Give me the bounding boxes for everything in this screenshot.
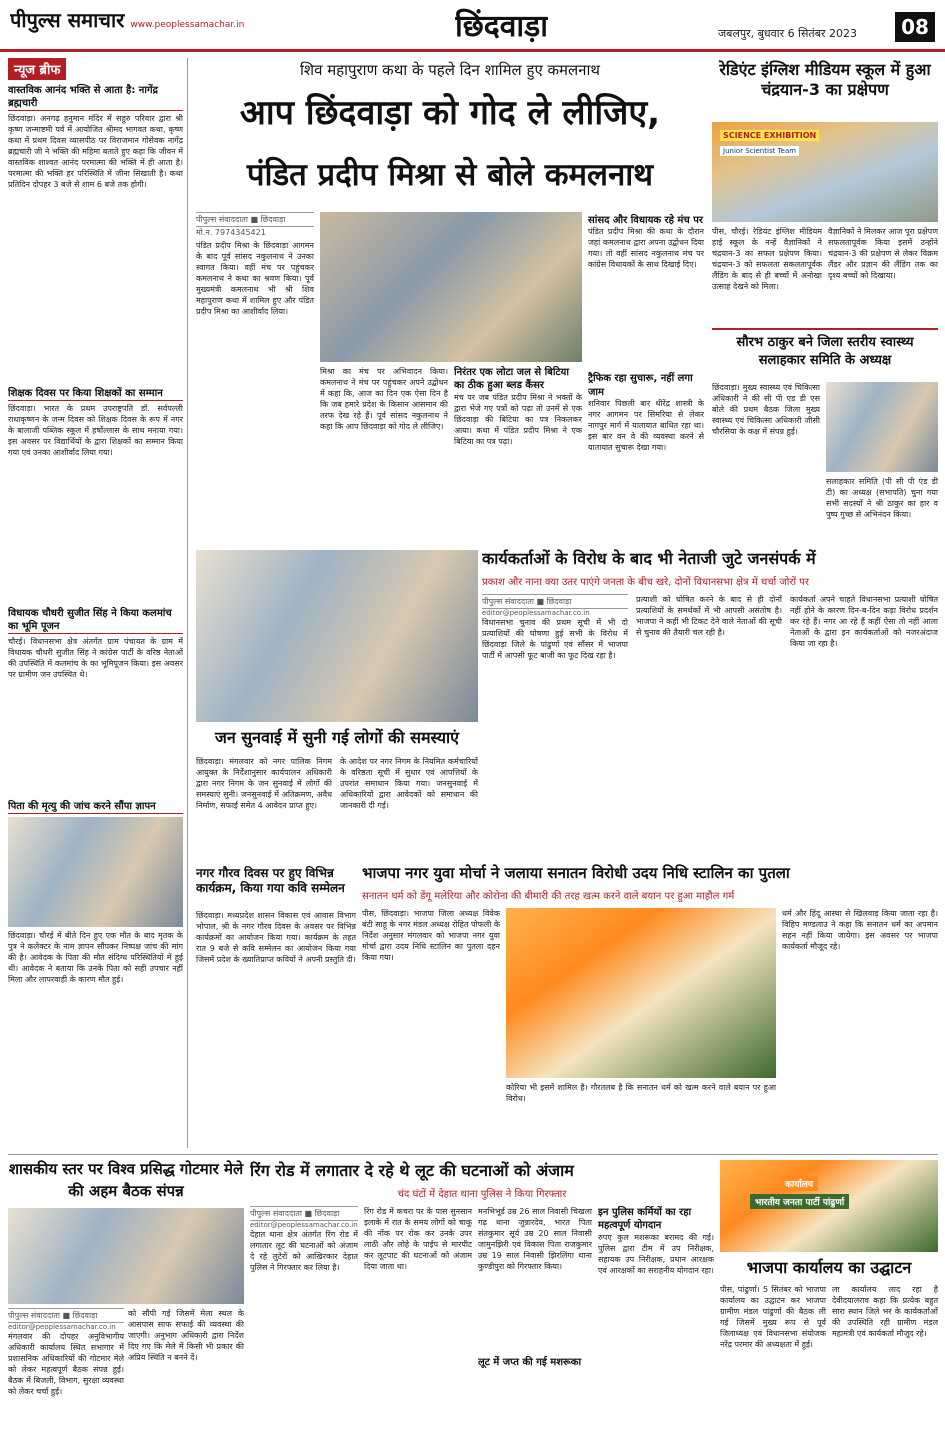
brief-2-title: शिक्षक दिवस पर किया शिक्षकों का सम्मान xyxy=(8,387,183,401)
effigy-photo xyxy=(506,908,776,1078)
lead-headline-2: पंडित प्रदीप मिश्रा से बोले कमलनाथ xyxy=(246,157,654,193)
lead-body-1: पंडित प्रदीप मिश्रा के छिंदवाड़ा आगमन के बाद पूर्व सांसद नकुलनाथ ने उनका स्वागत किया। वहीं मंच पर पहुंचकर कमलनाथ ने कथा का श्रवण किया। पूर्व मुख्यमंत्री कमलनाथ भी श्री शिव महापुराण कथा में शामिल हुए और पंडित प्रदीप मिश्रा का आशीर्वाद लिया। xyxy=(196,241,314,316)
ringroad-subhead: चंद घंटों में देहात थाना पुलिस ने किया गिरफ्तार xyxy=(397,1189,567,1200)
netaji-col-1 xyxy=(482,594,628,860)
jansunwai-body-2: के आदेश पर नगर निगम के नियमित कर्मचारियों के वरिष्ठता सूची में सुधार एवं आपत्तियों के उपरांत समाधान किया गया। जनसुनवाई में अधिकारियों द्वारा आवेदकों को समाधान की जानकारी दी गई। xyxy=(340,757,478,810)
lead-col-3 xyxy=(454,366,582,536)
bjp-office-body-2: ला कार्यालय लाद रहा है देवीदयालराव कहा कि प्रत्येक बहुत सारा स्थान जिले भर के कार्यकर्ताओं की उपस्थिति रही ग्रामीण मंडल महामंत्री एवं कार्यकर्ता मौजूद रहे। xyxy=(832,1285,938,1338)
netaji-headline: कार्यकर्ताओं के विरोध के बाद भी नेताजी जुटे जनसंपर्क में xyxy=(482,549,816,568)
school-photo-sub: Junior Scientist Team xyxy=(720,146,799,156)
netaji-byline: पीपुल्स संवाददाता ■ छिंदवाड़ा xyxy=(482,594,628,609)
gotmar-email: editor@peoplessamachar.co.in xyxy=(8,1323,116,1331)
ringroad-subhead-b: इन पुलिस कर्मियों का रहा महत्वपूर्ण योगदान xyxy=(598,1207,692,1231)
bjp-banner-line-1: कार्यालय xyxy=(780,1176,818,1191)
gotmar-col-1 xyxy=(8,1308,124,1440)
school-photo xyxy=(712,122,938,222)
effigy-headline: भाजपा नगर युवा मोर्चा ने जलाया सनातन विरोधी उदय निधि स्टालिन का पुतला xyxy=(362,864,790,882)
section-title: छिंदवाड़ा xyxy=(455,9,548,44)
lead-col-4 xyxy=(588,212,704,542)
ringroad-headline: रिंग रोड में लगातार दे रहे थे लूट की घटनाओं को अंजाम xyxy=(250,1161,574,1180)
page-number: 08 xyxy=(895,12,935,42)
ringroad-subhead-a: लूट में जप्त की गई मशरूका xyxy=(478,1357,582,1368)
bjp-banner-line-2: भारतीय जनता पार्टी पांढुर्णा xyxy=(750,1194,849,1209)
gotmar-headline: शासकीय स्तर पर विश्व प्रसिद्ध गोटमार मेले की अहम बैठक संपन्न xyxy=(8,1160,244,1200)
gotmar-photo xyxy=(8,1208,244,1304)
effigy-body-1: पीस, छिंदवाड़ा। भाजपा जिला अध्यक्ष विवेक बंटी साहू के नगर मंडल अध्यक्ष रोहित पोफली के निर्देश अनुसार मंगलवार को भाजपा नगर युवा मोर्चा द्वारा उदय निधि स्टालिन का पुतला दहन किया गया। xyxy=(362,909,500,962)
website-text: www.peoplessamachar.in xyxy=(130,20,245,30)
saurabh-headline: सौरभ ठाकुर बने जिला स्तरीय स्वास्थ्य सलाहकार समिति के अध्यक्ष xyxy=(736,335,914,368)
lead-mobile: मो.न. 7974345421 xyxy=(196,228,266,237)
brief-3-title: विधायक चौधरी सुजीत सिंह ने किया कलमांच का भूमि पूजन xyxy=(8,607,183,634)
effigy-body-2: धर्म और हिंदू आस्था से खिलवाड़ किया जाता रहा है। विहिप मण्डलाउ ने कहा कि सनातन धर्म का अपमान सहन नहीं किया जायेगा। इस अवसर पर भाजपा कार्यकर्ता मौजूद रहे। xyxy=(782,909,938,951)
ringroad-col-4 xyxy=(598,1206,714,1440)
lead-body-3: पंडित प्रदीप मिश्रा की कथा के दौरान जहां कमलनाथ द्वारा अपना उद्बोधन दिया गया। तो वहीं सांसद नकुलनाथ मंच पर कांग्रेस विधायकों के साथ दिखाई दिए। xyxy=(588,227,704,269)
lead-body-5: शनिवार पिछली बार धीरेंद्र शास्त्री के नगर आगमन पर सिमरिया से लेकर नागपुर मार्ग में यातायात बाधित रहा था। इस बार वन वे की व्यवस्था करने से यातायात सुचारू देखा गया। xyxy=(588,399,704,452)
dateline: जबलपुर, बुधवार 6 सितंबर 2023 xyxy=(718,27,857,40)
netaji-body-3: कार्यकर्ता अपने चाहते विधानसभा प्रत्याशी घोषित नहीं होने के कारण दिन-ब-दिन कड़ा विरोध प्रदर्शन कर रहे हैं। नगर आ रहे हैं कहीं ऐसा तो नहीं आला नेताओं के द्वारा इन कार्यकर्ताओं को नजरअंदाज किया जा रहा है। xyxy=(790,595,938,648)
netaji-body-2: प्रत्याशी को घोषित करने के बाद से ही दोनों प्रत्याशियों के समर्थकों में भी आपसी असंतोष है। भाजपा ने कहीं भी टिकट देने वाले नेताओं की सूची से चुनाव की तैयारी चल रही है। xyxy=(636,595,782,637)
school-body-1: पीस, चौरई। रेडियंट इंग्लिश मीडियम हाई स्कूल के नन्हें वैज्ञानिकों ने चंद्रयान-3 का सफल प्रक्षेपण किया। चंद्रयान-3 को सफलता सकलतापूर्वक लैंडिंग के बाद से ही बच्चों में अनोखा उत्साह देखने को मिला। xyxy=(712,227,822,291)
brief-4-title: पिता की मृत्यु की जांच करने सौंपा ज्ञापन xyxy=(8,800,183,814)
jansunwai-headline: जन सुनवाई में सुनी गई लोगों की समस्याएं xyxy=(214,728,460,747)
bjp-office-headline: भाजपा कार्यालय का उद्घाटन xyxy=(746,1258,912,1277)
gotmar-body-2: को सौंपी गई जिसमें मेला स्थल के आसपास साफ सफाई की व्यवस्था की जाएगी। अनुभाग अधिकारी द्वारा निर्देश दिए गए कि मेले में किसी भी प्रकार की अप्रिय स्थिति न बनने दें। xyxy=(128,1309,244,1362)
brief-2-body: छिंदवाड़ा। भारत के प्रथम उपराष्ट्रपति डॉ. सर्वपल्ली राधाकृष्णन के जन्म दिवस को शिक्षक दिवस के रूप में नगर के बालाजी पब्लिक स्कूल में हर्षोल्लास के साथ मनाया गया। इस अवसर पर विद्यार्थियों के द्वारा शिक्षकों का सम्मान किया गया एवं उनका आशीर्वाद लिया गया। xyxy=(8,404,183,457)
lead-byline: पीपुल्स संवाददाता ■ छिंदवाड़ा xyxy=(196,212,314,227)
effigy-caption: कोरिया भी इसमें शामिल है। गौरतलब है कि सनातन धर्म को खत्म करने वाले बयान पर हुआ विरोध। xyxy=(506,1083,776,1103)
brief-1-title: वास्तविक आनंद भक्ति से आता है: नागेंद्र ब्रह्मचारी xyxy=(8,84,183,111)
ringroad-body-2: रिंग रोड में कचरा पर के पास सुनसान इलाके में रात के समय लोगों को चाकू की नोंक पर रोक कर उनके उपर लाठी और लोहे के पाईप से मारपीट कर लूटपाट की घटनाओं को अंजाम दिया जाता था। xyxy=(364,1207,472,1271)
divider-rule xyxy=(712,328,938,330)
news-brief-label: न्यूज ब्रीफ xyxy=(8,58,66,80)
ringroad-email: editor@peoplessamachar.co.in xyxy=(250,1221,358,1229)
gotmar-body-1: मंगलवार की दोपहर अनुविभागीय अधिकारी कार्यालय स्थित सभागार में प्रशासनिक अधिकारियों की गोटमार मेले को लेकर महत्वपूर्ण बैठक संपन्न हुई। बैठक में बिजली, विभाग, सुरक्षा व्यवस्था को लेकर चर्चा हुई। xyxy=(8,1332,124,1396)
school-headline: रेडिएंट इंग्लिश मीडियम स्कूल में हुआ चंद्रयान-3 का प्रक्षेपण xyxy=(719,60,931,99)
lead-photo xyxy=(320,212,582,362)
ringroad-byline: पीपुल्स संवाददाता ■ छिंदवाड़ा xyxy=(250,1206,358,1221)
bjp-office-body-1: पीस, पांढुर्णा। 5 सितंबर को भाजपा कार्यालय का उद्घाटन कर भाजपा ग्रामीण मंडल पांढुर्णा की बैठक ली गई जिसमें मुख्य रूप से पूर्व जिलाध्यक्ष एवं विधानसभा संयोजक नरेंद्र परमार की अध्यक्षता में हुई। xyxy=(720,1285,826,1349)
lead-body-2: मिश्रा का मंच पर अभिवादन किया। कमलनाथ ने मंच पर पहुंचकर अपने उद्बोधन में कहा कि, आज का दिन एक ऐसा दिन है कि जब हमारे प्रदेश के किसान आसमान की तरफ देख रहे हैं। पूर्व सांसद नकुलनाथ ने कहा कि आप छिंदवाड़ा को गोद ले लीजिए। xyxy=(320,367,448,431)
lead-kicker: शिव महापुराण कथा के पहले दिन शामिल हुए कमलनाथ xyxy=(300,61,600,79)
effigy-subhead: सनातन धर्म को डेंगू मलेरिया और कोरोना की बीमारी की तरह खत्म करने वाले बयान पर हुआ माहौल गर्म xyxy=(362,891,735,902)
ringroad-body-3: मनभिभूर्ड उम्र 26 साल निवासी चिखला गढ़ थाना जुन्नारदेव, भारत पिता संतकुमार सूर्य उम्र 20 साल निवासी जामुनझिरी एवं विकास पिता राजकुमार उम्र 19 साल निवासी झिरलिंगा थाना कुण्डीपुरा को गिरफ्तार किया। xyxy=(478,1207,592,1271)
jansunwai-photo xyxy=(196,550,478,722)
gotmar-byline: पीपुल्स संवाददाता ■ छिंदवाड़ा xyxy=(8,1308,124,1323)
logo-text: पीपुल्स समाचार xyxy=(10,8,125,32)
ringroad-body-4: रुपए कुल मशरूका बरामद की गई। पुलिस द्वारा टीम में उप निरीक्षक, सहायक उप निरीक्षक, प्रधान आरक्षक एवं आरक्षकों का सराहनीय योगदान रहा। xyxy=(598,1233,714,1275)
netaji-body-1: विधानसभा चुनाव की प्रथम सूची में भी दो प्रत्याशियों की घोषणा हुई सभी के विरोध में छिंदवाड़ा जिले के पांढुर्णा एवं सौंसर में भाजपा पार्टी में आपसी फूट बाजी का फूट दिख रहा है। xyxy=(482,618,628,660)
lead-body-4: मंच पर जब पंडित प्रदीप मिश्रा ने भक्तों के द्वारा भेजे गए पत्रों को पढ़ा तो उनमें से एक छिंदवाड़ा की बिटिया का पत्र निकलकर आया। कथा में पंडित प्रदीप मिश्रा ने एक बिटिया का पत्र पढ़ा। xyxy=(454,393,582,446)
netaji-email: editor@peoplessamachar.co.in xyxy=(482,609,590,617)
lead-subhead-3: ट्रैफिक रहा सुचारू, नहीं लगा जाम xyxy=(588,373,693,398)
lead-subhead-1: सांसद और विधायक रहे मंच पर xyxy=(588,215,704,226)
brief-1-body: छिंदवाड़ा। अनगढ़ हनुमान मंदिर में सहुरु परिवार द्वारा श्री कृष्ण जन्माष्टमी पर्व में आयोजित श्रीमद भागवत कथा, कृष्ण कथा में प्रथम दिवस व्यासपीठ पर विराजमान गोसेवक नागेंद्र ब्रह्मचारी जी ने भक्ति की महिमा बताते हुए कहा कि जीवन में वास्तविक शाश्वत आनंद परमात्मा की भक्ति में ही आता है। परमात्मा की भक्ति हर परिस्थिति में जीना सिखाती है। कथा प्रतिदिन दोपहर 3 बजे से शाम 6 बजे तक होगी। xyxy=(8,114,183,189)
kavi-body: छिंदवाड़ा। मध्यप्रदेश शासन विकास एवं आवास विभाग भोपाल, श्री के नगर गौरव दिवस के अवसर पर विभिन्न कार्यक्रमों का आयोजन किया गया। कार्यक्रम के तहत रात 9 बजे से कवि सम्मेलन का आयोजन किया गया जिसमें प्रदेश के ख्यातिप्राप्त कवियों ने अपनी प्रस्तुति दी। xyxy=(196,911,356,964)
school-body-2: वैज्ञानिकों ने मिलकर आज पूरा प्रक्षेपण सफलतापूर्वक किया इसमें उन्होंने चंद्रयान-3 की प्रक्षेपण से लेकर विक्रम लैंडर और प्रज्ञान की लैंडिंग तक का दृश्य बच्चों को दिखाया। xyxy=(828,227,938,280)
kavi-headline: नगर गौरव दिवस पर हुए विभिन्न कार्यक्रम, किया गया कवि सम्मेलन xyxy=(196,866,345,895)
ringroad-col-3 xyxy=(478,1206,592,1440)
school-photo-banner: SCIENCE EXHIBITION xyxy=(720,130,819,141)
lead-subhead-2: निरंतर एक लोटा जल से बिटिया का ठीक हुआ ब्लड कैंसर xyxy=(454,367,569,391)
brief-3-body: चौरई। विधानसभा क्षेत्र अंतर्गत ग्राम पंचायत के ग्राम में विधायक चौधरी सुजीत सिंह ने कांग्रेस पार्टी के वरिष्ठ नेताओं की उपस्थिति में कलमांच के का भूमिपूजन किया। इस अवसर पर ग्रामीण जन उपस्थित थे। xyxy=(8,637,183,679)
saurabh-body-2: सलाहकार समिति (पी सी पी एंड डी टी) का अध्यक्ष (सभापति) चुना गया सभी सदस्यों ने श्री ठाकुर का हार व पुष्प गुच्छ से अभिनंदन किया। xyxy=(826,477,938,519)
news-brief-column xyxy=(8,58,188,1148)
lead-headline-1: आप छिंदवाड़ा को गोद ले लीजिए, xyxy=(239,93,661,133)
netaji-subhead: प्रकाश और नाना क्या उतर पाएंगे जनता के बीच खरे, दोनों विधानसभा क्षेत्र में चर्चा जोरों पर xyxy=(482,577,809,588)
lower-divider xyxy=(8,1154,938,1155)
ringroad-body-1: देहात थाना क्षेत्र अंतर्गत रिंग रोड में लगातार लूट की घटनाओं को अंजाम दे रहे लुटेरों को आखिरकार देहात पुलिस ने गिरफ्तार कर लिया है। xyxy=(250,1230,358,1272)
saurabh-body-1: छिंदवाड़ा। मुख्य स्वास्थ्य एवं चिकित्सा अधिकारी ने की सी पी एड डी एस बोले की प्रथम बैठक जिला मुख्य स्वास्थ्य एवं चिकित्सा अधिकारी जीसी चौरसिया के कक्ष में संपन्न हुई। xyxy=(712,383,820,436)
jansunwai-body-1: छिंदवाड़ा। मंगलवार को नगर पालिक निगम आयुक्त के निर्देशानुसार कार्यपालन अधिकारी द्वारा नगर निगम के जन सुनवाई में लोगों की समस्याएं सुनी। जनसुनवाई में अतिक्रमण, अवैध निर्माण, सफाई समेत 4 आवेदन प्राप्त हुए। xyxy=(196,757,332,810)
saurabh-photo xyxy=(826,382,938,472)
newspaper-logo xyxy=(10,6,244,33)
bjp-office-photo xyxy=(720,1160,938,1252)
brief-4-photo xyxy=(8,817,183,927)
brief-4-body: छिंदवाड़ा। चौरई में बीते दिन हुए एक मौत के बाद मृतक के पुत्र ने कलेक्टर के नाम ज्ञापन सौंपकर निष्पक्ष जांच की मांग की है। आवेदक के पिता की मौत संदिग्ध परिस्थितियों में हुई थी। आवेदक ने बताया कि उनके पिता को सही उपचार नहीं मिला और लापरवाही के कारण मौत हुई। xyxy=(8,931,183,984)
ringroad-col-1 xyxy=(250,1206,358,1440)
